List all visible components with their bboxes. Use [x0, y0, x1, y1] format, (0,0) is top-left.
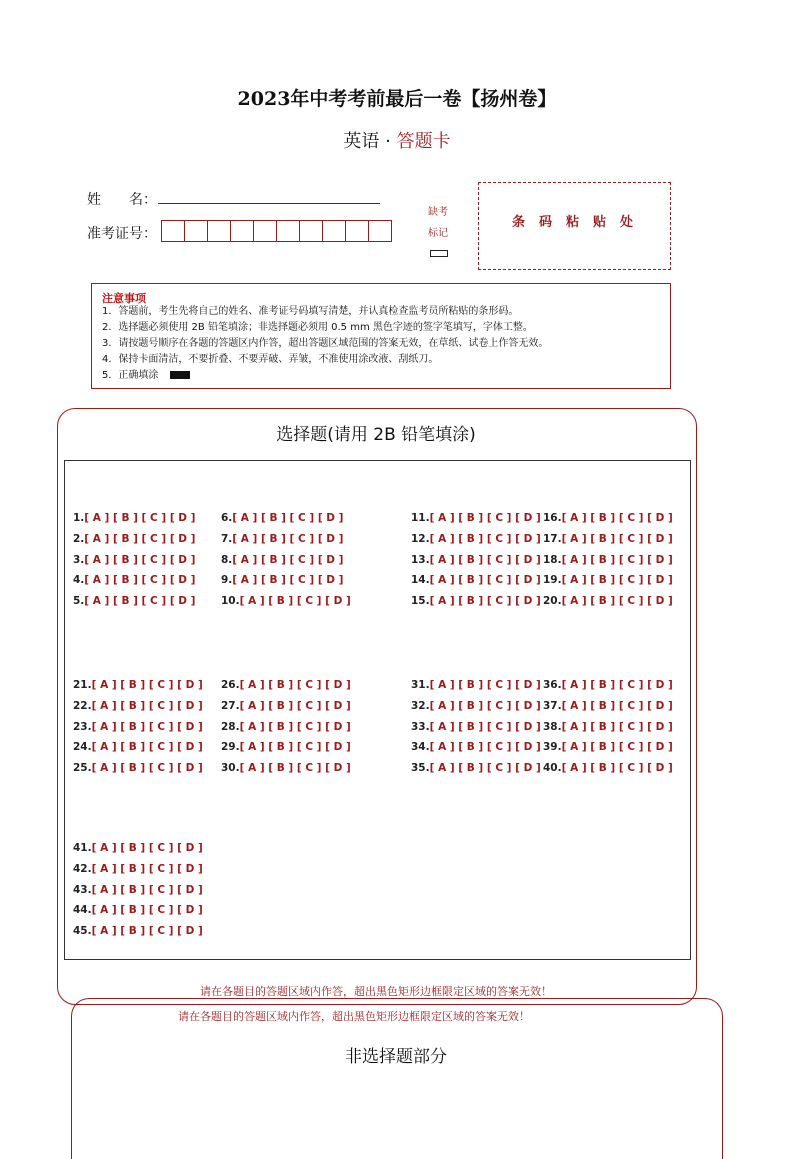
question-12[interactable]	[411, 529, 541, 550]
id-digit-cell[interactable]	[345, 220, 369, 242]
question-37[interactable]	[543, 696, 673, 717]
question-38[interactable]	[543, 717, 673, 738]
question-1[interactable]	[73, 508, 195, 529]
question-number: 7.	[221, 532, 233, 545]
question-number: 25.	[73, 762, 92, 775]
question-13[interactable]	[411, 550, 541, 571]
question-number: 12.	[411, 532, 430, 545]
question-number: 16.	[543, 512, 562, 524]
answer-options[interactable]: [ A ] [ B ] [ C ] [ D ]	[84, 595, 196, 608]
question-number: 24.	[73, 741, 92, 754]
id-number-grid[interactable]	[162, 220, 392, 242]
question-number: 4.	[73, 574, 85, 587]
question-9[interactable]	[221, 570, 343, 591]
answer-options[interactable]: [ A ] [ B ] [ C ] [ D ]	[91, 842, 203, 854]
answer-options[interactable]: [ A ] [ B ] [ C ] [ D ]	[239, 720, 351, 733]
answer-options[interactable]: [ A ] [ B ] [ C ] [ D ]	[429, 699, 541, 712]
answer-options[interactable]: [ A ] [ B ] [ C ] [ D ]	[429, 762, 541, 775]
question-number: 34.	[411, 741, 430, 754]
question-number: 23.	[73, 720, 92, 733]
question-number: 3.	[73, 553, 85, 566]
answer-options[interactable]: [ A ] [ B ] [ C ] [ D ]	[561, 741, 673, 754]
question-18[interactable]	[543, 550, 673, 571]
answer-options[interactable]: [ A ] [ B ] [ C ] [ D ]	[232, 574, 344, 587]
answer-options[interactable]: [ A ] [ B ] [ C ] [ D ]	[561, 574, 673, 587]
answer-options[interactable]: [ A ] [ B ] [ C ] [ D ]	[561, 699, 673, 712]
answer-options[interactable]: [ A ] [ B ] [ C ] [ D ]	[429, 595, 541, 608]
id-digit-cell[interactable]	[299, 220, 323, 242]
question-39[interactable]	[543, 737, 673, 758]
question-31[interactable]	[411, 675, 541, 696]
answer-options[interactable]: [ A ] [ B ] [ C ] [ D ]	[91, 904, 203, 917]
answer-options[interactable]: [ A ] [ B ] [ C ] [ D ]	[561, 532, 673, 545]
question-15[interactable]	[411, 591, 541, 612]
answer-options[interactable]: [ A ] [ B ] [ C ] [ D ]	[561, 553, 673, 566]
notice-item-5: 5．正确填涂	[102, 368, 190, 384]
answer-options[interactable]: [ A ] [ B ] [ C ] [ D ]	[429, 741, 541, 754]
question-41[interactable]	[73, 838, 203, 859]
answer-options[interactable]: [ A ] [ B ] [ C ] [ D ]	[429, 574, 541, 587]
question-number: 45.	[73, 925, 92, 938]
question-16[interactable]	[543, 508, 673, 529]
non-choice-title: 非选择题部分	[345, 1047, 447, 1067]
answer-options[interactable]: [ A ] [ B ] [ C ] [ D ]	[239, 679, 351, 691]
question-5[interactable]	[73, 591, 195, 612]
question-number: 29.	[221, 741, 240, 754]
answer-options[interactable]: [ A ] [ B ] [ C ] [ D ]	[561, 595, 673, 608]
answer-options[interactable]: [ A ] [ B ] [ C ] [ D ]	[91, 883, 203, 896]
id-digit-cell[interactable]	[368, 220, 392, 242]
id-digit-cell[interactable]	[207, 220, 231, 242]
question-3[interactable]	[73, 550, 195, 571]
answer-options[interactable]: [ A ] [ B ] [ C ] [ D ]	[429, 512, 541, 524]
question-number: 14.	[411, 574, 430, 587]
question-30[interactable]	[221, 758, 351, 779]
question-8[interactable]	[221, 550, 343, 571]
page-subtitle	[0, 127, 794, 153]
question-10[interactable]	[221, 591, 351, 612]
question-number: 44.	[73, 904, 92, 917]
question-32[interactable]	[411, 696, 541, 717]
answer-options[interactable]: [ A ] [ B ] [ C ] [ D ]	[91, 720, 203, 733]
non-choice-warning: 请在各题目的答题区域内作答，超出黑色矩形边框限定区域的答案无效！	[178, 1010, 530, 1023]
question-35[interactable]	[411, 758, 541, 779]
question-number: 33.	[411, 720, 430, 733]
question-26[interactable]	[221, 675, 351, 696]
answer-options[interactable]: [ A ] [ B ] [ C ] [ D ]	[232, 553, 344, 566]
question-24[interactable]	[73, 737, 203, 758]
question-number: 2.	[73, 532, 85, 545]
question-number: 41.	[73, 842, 92, 854]
question-number: 6.	[221, 512, 233, 524]
absent-mark-box[interactable]	[430, 250, 448, 257]
id-label: 准考证号：	[87, 226, 157, 242]
question-17[interactable]	[543, 529, 673, 550]
question-6[interactable]	[221, 508, 343, 529]
question-number: 40.	[543, 762, 562, 775]
question-number: 19.	[543, 574, 562, 587]
question-11[interactable]	[411, 508, 541, 529]
question-42[interactable]	[73, 859, 203, 880]
id-digit-cell[interactable]	[322, 220, 346, 242]
page-title: 2023年中考考前最后一卷【扬州卷】	[237, 88, 557, 110]
question-number: 32.	[411, 699, 430, 712]
answer-options[interactable]: [ A ] [ B ] [ C ] [ D ]	[429, 679, 541, 691]
question-number: 21.	[73, 679, 92, 691]
question-number: 15.	[411, 595, 430, 608]
notice-item-4: 4．保持卡面清洁，不要折叠、不要弄破、弄皱，不准使用涂改液、刮纸刀。	[102, 354, 439, 365]
answer-options[interactable]: [ A ] [ B ] [ C ] [ D ]	[84, 574, 196, 587]
question-2[interactable]	[73, 529, 195, 550]
answer-options[interactable]: [ A ] [ B ] [ C ] [ D ]	[429, 553, 541, 566]
question-19[interactable]	[543, 570, 673, 591]
choice-title: 选择题(请用 2B 铅笔填涂)	[276, 425, 476, 445]
name-field[interactable]	[158, 203, 380, 204]
answer-options[interactable]: [ A ] [ B ] [ C ] [ D ]	[91, 925, 203, 938]
question-number: 20.	[543, 595, 562, 608]
question-23[interactable]	[73, 717, 203, 738]
answer-options[interactable]: [ A ] [ B ] [ C ] [ D ]	[91, 741, 203, 754]
answer-options[interactable]: [ A ] [ B ] [ C ] [ D ]	[84, 553, 196, 566]
question-22[interactable]	[73, 696, 203, 717]
question-21[interactable]	[73, 675, 203, 696]
question-number: 38.	[543, 720, 562, 733]
question-45[interactable]	[73, 921, 203, 942]
question-14[interactable]	[411, 570, 541, 591]
answer-options[interactable]: [ A ] [ B ] [ C ] [ D ]	[429, 532, 541, 545]
answer-options[interactable]: [ A ] [ B ] [ C ] [ D ]	[91, 679, 203, 691]
question-number: 27.	[221, 699, 240, 712]
question-number: 8.	[221, 553, 233, 566]
answer-options[interactable]: [ A ] [ B ] [ C ] [ D ]	[91, 862, 203, 875]
fill-sample-mark	[170, 371, 190, 379]
answer-options[interactable]: [ A ] [ B ] [ C ] [ D ]	[429, 720, 541, 733]
question-number: 18.	[543, 553, 562, 566]
notice-heading: 注意事项	[102, 292, 146, 305]
question-4[interactable]	[73, 570, 195, 591]
question-40[interactable]	[543, 758, 673, 779]
answer-options[interactable]: [ A ] [ B ] [ C ] [ D ]	[232, 532, 344, 545]
answer-options[interactable]: [ A ] [ B ] [ C ] [ D ]	[239, 762, 351, 775]
question-number: 11.	[411, 512, 430, 524]
answer-options[interactable]: [ A ] [ B ] [ C ] [ D ]	[232, 512, 344, 524]
question-number: 13.	[411, 553, 430, 566]
answer-options[interactable]: [ A ] [ B ] [ C ] [ D ]	[84, 512, 196, 524]
notice-item-1: 1．答题前，考生先将自己的姓名、准考证号码填写清楚，并认真检查监考员所粘贴的条形码。	[102, 306, 519, 317]
answer-options[interactable]: [ A ] [ B ] [ C ] [ D ]	[239, 595, 351, 608]
barcode-label: 条码粘贴处	[512, 215, 648, 230]
question-43[interactable]	[73, 880, 203, 901]
question-20[interactable]	[543, 591, 673, 612]
question-number: 5.	[73, 595, 85, 608]
answer-options[interactable]: [ A ] [ B ] [ C ] [ D ]	[84, 532, 196, 545]
notice-item-3: 3．请按题号顺序在各题的答题区内作答，超出答题区域范围的答案无效，在草纸、试卷上作答无效。	[102, 338, 549, 349]
question-number: 17.	[543, 532, 562, 545]
question-34[interactable]	[411, 737, 541, 758]
notice-box	[91, 283, 671, 389]
answer-options[interactable]: [ A ] [ B ] [ C ] [ D ]	[561, 512, 673, 524]
question-number: 28.	[221, 720, 240, 733]
question-number: 42.	[73, 862, 92, 875]
question-36[interactable]	[543, 675, 673, 696]
question-number: 1.	[73, 512, 85, 524]
notice-item-2: 2．选择题必须使用 2B 铅笔填涂；非选择题必须用 0.5 mm 黑色字迹的签字笔填写，字体工整。	[102, 322, 533, 333]
answer-options[interactable]: [ A ] [ B ] [ C ] [ D ]	[91, 699, 203, 712]
question-28[interactable]	[221, 717, 351, 738]
name-label: 姓 名：	[87, 192, 157, 208]
choice-warning: 请在各题目的答题区域内作答，超出黑色矩形边框限定区域的答案无效！	[200, 985, 552, 998]
absent-label-2: 标记	[428, 228, 448, 239]
answer-options[interactable]: [ A ] [ B ] [ C ] [ D ]	[239, 741, 351, 754]
answer-options[interactable]: [ A ] [ B ] [ C ] [ D ]	[561, 679, 673, 691]
question-number: 9.	[221, 574, 233, 587]
question-number: 31.	[411, 679, 430, 691]
question-25[interactable]	[73, 758, 203, 779]
id-digit-cell[interactable]	[253, 220, 277, 242]
question-44[interactable]	[73, 900, 203, 921]
question-number: 39.	[543, 741, 562, 754]
id-digit-cell[interactable]	[161, 220, 185, 242]
question-number: 10.	[221, 595, 240, 608]
question-number: 26.	[221, 679, 240, 691]
id-digit-cell[interactable]	[276, 220, 300, 242]
answer-options[interactable]: [ A ] [ B ] [ C ] [ D ]	[561, 720, 673, 733]
question-number: 37.	[543, 699, 562, 712]
answer-options[interactable]: [ A ] [ B ] [ C ] [ D ]	[239, 699, 351, 712]
question-number: 30.	[221, 762, 240, 775]
answer-options[interactable]: [ A ] [ B ] [ C ] [ D ]	[561, 762, 673, 775]
question-27[interactable]	[221, 696, 351, 717]
question-7[interactable]	[221, 529, 343, 550]
subtitle-subject: 英语 ·	[343, 131, 397, 152]
id-digit-cell[interactable]	[230, 220, 254, 242]
subtitle-card: 答题卡	[396, 131, 451, 152]
question-number: 36.	[543, 679, 562, 691]
question-number: 35.	[411, 762, 430, 775]
question-number: 22.	[73, 699, 92, 712]
absent-label-1: 缺考	[428, 207, 448, 218]
id-digit-cell[interactable]	[184, 220, 208, 242]
question-33[interactable]	[411, 717, 541, 738]
answer-options[interactable]: [ A ] [ B ] [ C ] [ D ]	[91, 762, 203, 775]
question-29[interactable]	[221, 737, 351, 758]
question-number: 43.	[73, 883, 92, 896]
